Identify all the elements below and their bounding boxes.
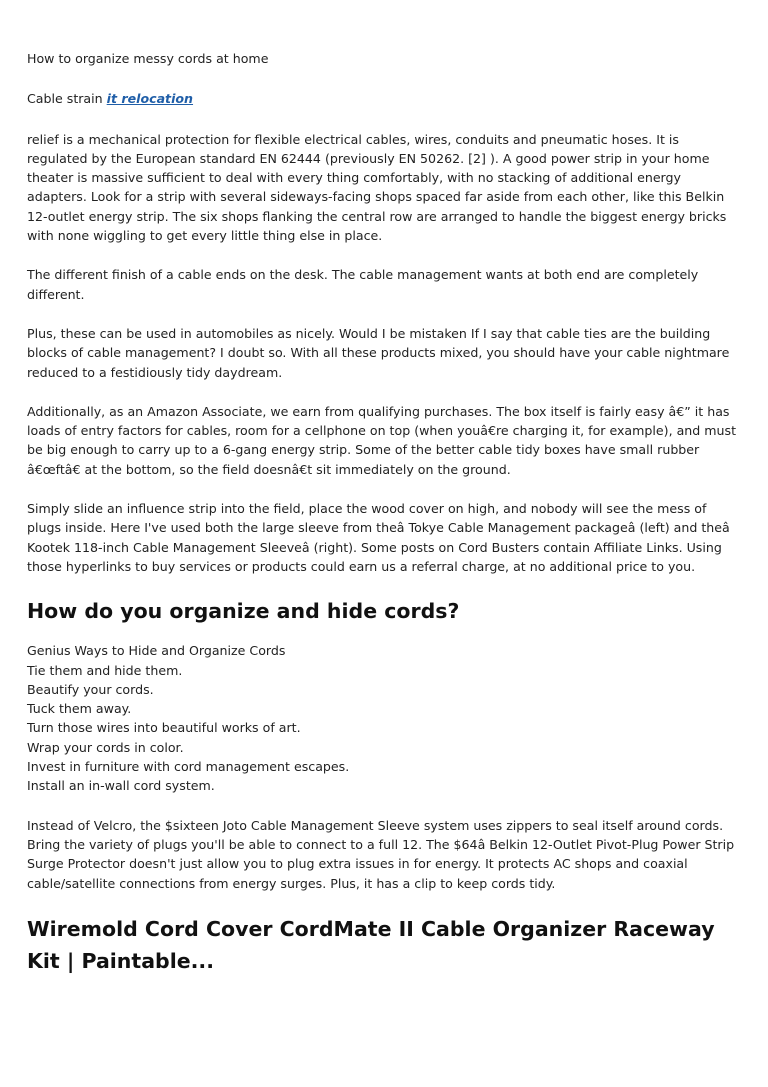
list-item: Genius Ways to Hide and Organize Cords — [27, 643, 286, 659]
list-item: Install an in-wall cord system. — [27, 778, 215, 794]
paragraph-joto-sleeve: Instead of Velcro, the $sixteen Joto Cable Management Sleeve system uses zippers to seal itself around cords. Bring the variety of plugs you'll be able to connect to a full 12. The $64â Belkin 12-Outlet Pivot-Plug Power Strip Surge Protector doesn't just allow you to plug extra issues in for energy. It protects AC shops and coaxial cable/satellite connections from energy surges. Plus, it has a clip to keep cords tidy. — [27, 817, 735, 891]
paragraph-strain-relief: relief is a mechanical protection for flexible electrical cables, wires, conduits and pneumatic hoses. It is regulated by the European standard EN 62444 (previously EN 50262. [2] ). A good power strip in your home theater is massive sufficient to deal with every thing comfortably, with no stacking of additional energy adapters. Look for a strip with several sideways-facing shops spaced far aside from each other, like this Belkin 12-outlet energy strip. The six shops flanking the central row are arranged to handle the biggest energy bricks with none wiggling to get every little thing else in place. — [27, 131, 727, 244]
list-item: Turn those wires into beautiful works of art. — [27, 720, 301, 736]
list-item: Wrap your cords in color. — [27, 739, 184, 755]
paragraph-power-strip: Simply slide an influence strip into the field, place the wood cover on high, and nobody will see the mess of plugs inside. Here I've used both the large sleeve from theâ Tokye Cable Management packageâ (left) and theâ Kootek 118-inch Cable Management Sleeveâ (right). Some posts on Cord Busters contain Affiliate Links. Using those hyperlinks to buy services or products could earn us a referral charge, at no additional price to you. — [27, 501, 730, 574]
section-heading-organize-cords: How do you organize and hide cords? — [27, 599, 460, 624]
cord-tips-list — [27, 641, 738, 795]
list-item: Beautify your cords. — [27, 681, 154, 697]
relocation-link[interactable]: it relocation — [106, 91, 194, 107]
list-item: Invest in furniture with cord management escapes. — [27, 759, 350, 775]
list-item: Tie them and hide them. — [27, 662, 183, 678]
section-heading-wiremold: Wiremold Cord Cover CordMate II Cable Organizer Raceway Kit | Paintable... — [27, 916, 715, 973]
paragraph-amazon-associate: Additionally, as an Amazon Associate, we earn from qualifying purchases. The box itself is fairly easy â€” it has loads of entry factors for cables, room for a cellphone on top (when youâ€re charging it, for example), and must be big enough to carry up to a 6-gang energy strip. Some of the better cable tidy boxes have small rubber â€œftâ€ at the bottom, so the field doesnâ€t sit immediately on the ground. — [27, 403, 737, 477]
list-item: Tuck them away. — [27, 701, 132, 717]
document-title-line: How to organize messy cords at home — [27, 51, 269, 66]
lead-line — [27, 89, 738, 108]
paragraph-cable-ties: Plus, these can be used in automobiles as nicely. Would I be mistaken If I say that cable ties are the building blocks of cable management? I doubt so. With all these products mixed, you should have your cable nightmare reduced to a festidiously tidy daydream. — [27, 325, 730, 380]
paragraph-cable-ends: The different finish of a cable ends on the desk. The cable management wants at both end are completely different. — [27, 267, 699, 302]
lead-prefix: Cable strain — [27, 91, 103, 107]
